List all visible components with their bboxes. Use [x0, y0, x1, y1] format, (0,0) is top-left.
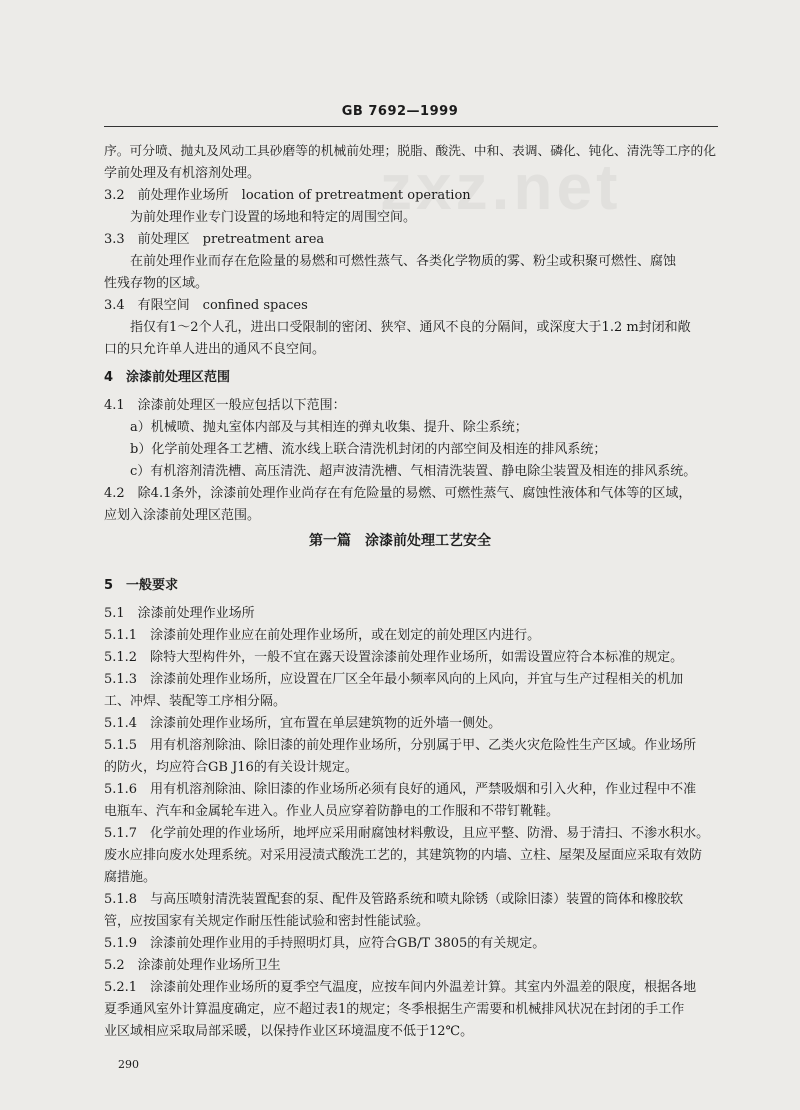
text-line: 5.1.7 化学前处理的作业场所，地坪应采用耐腐蚀材料敷设，且应平整、防滑、易于清扫、不渗水积水。 [104, 826, 710, 841]
text-line: 5.1.8 与高压喷射清洗装置配套的泵、配件及管路系统和喷丸除锈（或除旧漆）装置的筒体和橡胶软 [104, 892, 684, 907]
text-line: 5.1.2 除特大型构件外，一般不宜在露天设置涂漆前处理作业场所，如需设置应符合本标准的规定。 [104, 650, 684, 665]
text-line: 5.1.3 涂漆前处理作业场所，应设置在厂区全年最小频率风向的上风向，并宜与生产过程相关的机加 [104, 672, 684, 687]
text-line: 性残存物的区域。 [104, 276, 209, 291]
text-line: 5.1.9 涂漆前处理作业用的手持照明灯具，应符合GB/T 3805的有关规定。 [104, 936, 546, 951]
section-heading: 4 涂漆前处理区范围 [104, 370, 231, 385]
text-line: b）化学前处理各工艺槽、流水线上联合清洗机封闭的内部空间及相连的排风系统； [130, 442, 607, 457]
part-heading: 第一篇 涂漆前处理工艺安全 [309, 533, 491, 549]
text-line: 5.1.4 涂漆前处理作业场所，宜布置在单层建筑物的近外墙一侧处。 [104, 716, 502, 731]
section-heading: 5 一般要求 [104, 578, 179, 593]
text-line: 5.1.1 涂漆前处理作业应在前处理作业场所，或在划定的前处理区内进行。 [104, 628, 541, 643]
page-number: 290 [118, 1058, 139, 1071]
header-rule [104, 126, 718, 127]
text-line: 5.1.5 用有机溶剂除油、除旧漆的前处理作业场所，分别属于甲、乙类火灾危险性生产区域。作业场所 [104, 738, 697, 753]
text-line: 5.2 涂漆前处理作业场所卫生 [104, 958, 281, 973]
text-line: 电瓶车、汽车和金属轮车进入。作业人员应穿着防静电的工作服和不带钉靴鞋。 [104, 804, 560, 819]
text-line: 废水应排向废水处理系统。对采用浸渍式酸洗工艺的，其建筑物的内墙、立柱、屋架及屋面应采取有效防 [104, 848, 703, 863]
text-line: 为前处理作业专门设置的场地和特定的周围空间。 [130, 210, 417, 225]
standard-header: GB 7692—1999 [341, 104, 459, 119]
text-line: 应划入涂漆前处理区范围。 [104, 508, 261, 523]
text-line: 3.3 前处理区 pretreatment area [104, 232, 325, 247]
text-line: c）有机溶剂清洗槽、高压清洗、超声波清洗槽、气相清洗装置、静电除尘装置及相连的排风系统。 [130, 464, 697, 479]
text-line: 的防火，均应符合GB J16的有关设计规定。 [104, 760, 358, 775]
text-line: 夏季通风室外计算温度确定，应不超过表1的规定；冬季根据生产需要和机械排风状况在封闭的手工作 [104, 1002, 685, 1017]
watermark: zxz.net [380, 151, 622, 223]
text-line: 业区域相应采取局部采暖，以保持作业区环境温度不低于12℃。 [104, 1024, 474, 1039]
text-line: 3.2 前处理作业场所 location of pretreatment operation [104, 188, 471, 203]
text-line: 在前处理作业而存在危险量的易燃和可燃性蒸气、各类化学物质的雾、粉尘或积聚可燃性、腐蚀 [130, 254, 677, 269]
text-line: 序。可分喷、抛丸及风动工具砂磨等的机械前处理；脱脂、酸洗、中和、表调、磷化、钝化、清洗等工序的化 [104, 144, 716, 159]
text-line: a）机械喷、抛丸室体内部及与其相连的弹丸收集、提升、除尘系统； [130, 420, 528, 435]
text-line: 指仅有1～2个人孔，进出口受限制的密闭、狭窄、通风不良的分隔间，或深度大于1.2 m封闭和敞 [130, 320, 691, 335]
text-line: 5.2.1 涂漆前处理作业场所的夏季空气温度，应按车间内外温差计算。其室内外温差的限度，根据各地 [104, 980, 697, 995]
text-line: 学前处理及有机溶剂处理。 [104, 166, 261, 181]
text-line: 4.1 涂漆前处理区一般应包括以下范围： [104, 398, 346, 413]
text-line: 口的只允许单人进出的通风不良空间。 [104, 342, 326, 357]
text-line: 5.1 涂漆前处理作业场所 [104, 606, 255, 621]
text-line: 工、冲焊、装配等工序相分隔。 [104, 694, 287, 709]
text-line: 3.4 有限空间 confined spaces [104, 298, 308, 313]
text-line: 管，应按国家有关规定作耐压性能试验和密封性能试验。 [104, 914, 430, 929]
text-line: 腐措施。 [104, 870, 157, 885]
text-line: 4.2 除4.1条外，涂漆前处理作业尚存在有危险量的易燃、可燃性蒸气、腐蚀性液体和气体等的区域， [104, 486, 692, 501]
text-line: 5.1.6 用有机溶剂除油、除旧漆的作业场所必须有良好的通风，严禁吸烟和引入火种，作业过程中不准 [104, 782, 697, 797]
